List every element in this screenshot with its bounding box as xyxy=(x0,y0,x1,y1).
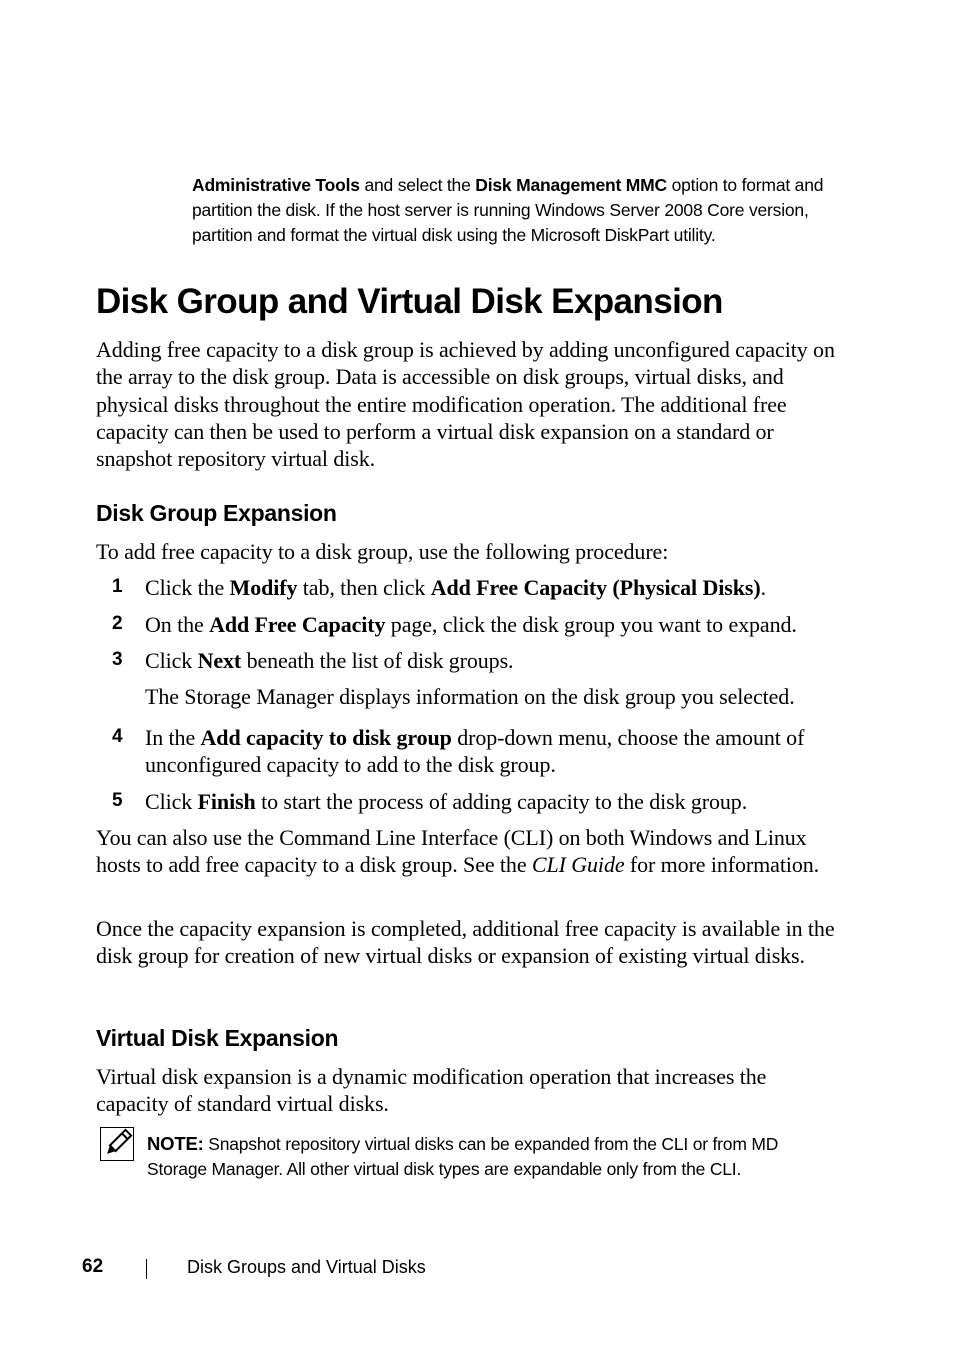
cli-guide-reference: CLI Guide xyxy=(531,852,625,878)
footer-chapter-title: Disk Groups and Virtual Disks xyxy=(187,1257,426,1277)
footer-separator xyxy=(146,1259,147,1279)
step-number: 4 xyxy=(112,726,123,747)
step-3-result: The Storage Manager displays information on the disk group you selected. xyxy=(145,684,795,709)
note-label: NOTE: xyxy=(147,1133,204,1154)
page-number: 62 xyxy=(82,1256,104,1277)
note-text: NOTE: Snapshot repository virtual disks can be expanded from the CLI or from MD Storage Manager. All other virtual disk types are expandable only from the CLI. xyxy=(147,1133,779,1179)
step-1-text: Click the Modify tab, then click Add Free Capacity (Physical Disks). xyxy=(145,575,766,600)
step-2-text: On the Add Free Capacity page, click the disk group you want to expand. xyxy=(145,612,797,637)
note-pencil-icon xyxy=(100,1127,134,1161)
continued-step-text: Administrative Tools and select the Disk Management MMC option to format and partition the disk. If the host server is running Windows Server 2008 Core version, partition and format the virtual disk using the Microsoft DiskPart utility. xyxy=(192,174,824,245)
cli-paragraph: You can also use the Command Line Interface (CLI) on both Windows and Linux hosts to add free capacity to a disk group. See the CLI Guide for more information. xyxy=(96,825,820,878)
completion-paragraph: Once the capacity expansion is completed, additional free capacity is available in the disk group for creation of new virtual disks or expansion of existing virtual disks. xyxy=(96,916,835,969)
step-number: 5 xyxy=(112,790,123,811)
step-3-text: Click Next beneath the list of disk groups. xyxy=(145,648,514,673)
procedure-lead: To add free capacity to a disk group, use the following procedure: xyxy=(96,539,669,564)
subheading-disk-group-expansion: Disk Group Expansion xyxy=(96,500,337,526)
ui-term-administrative-tools: Administrative Tools xyxy=(192,174,360,195)
subheading-virtual-disk-expansion: Virtual Disk Expansion xyxy=(96,1025,339,1051)
step-number: 1 xyxy=(112,576,123,597)
intro-paragraph: Adding free capacity to a disk group is achieved by adding unconfigured capacity on the array to the disk group. Data is accessible on disk groups, virtual disks, and physical disks throughout the entire modification operation. The additional free capacity can then be used to perform a virtual disk expansion on a standard or snapshot repository virtual disk. xyxy=(96,337,835,472)
ui-term-disk-management-mmc: Disk Management MMC xyxy=(475,174,667,195)
step-number: 3 xyxy=(112,649,123,670)
step-5-text: Click Finish to start the process of adding capacity to the disk group. xyxy=(145,789,748,814)
virtual-disk-expansion-paragraph: Virtual disk expansion is a dynamic modification operation that increases the capacity of standard virtual disks. xyxy=(96,1064,767,1117)
section-heading: Disk Group and Virtual Disk Expansion xyxy=(96,282,723,321)
step-number: 2 xyxy=(112,613,123,634)
step-4-text: In the Add capacity to disk group drop-down menu, choose the amount of unconfigured capacity to add to the disk group. xyxy=(145,725,805,778)
